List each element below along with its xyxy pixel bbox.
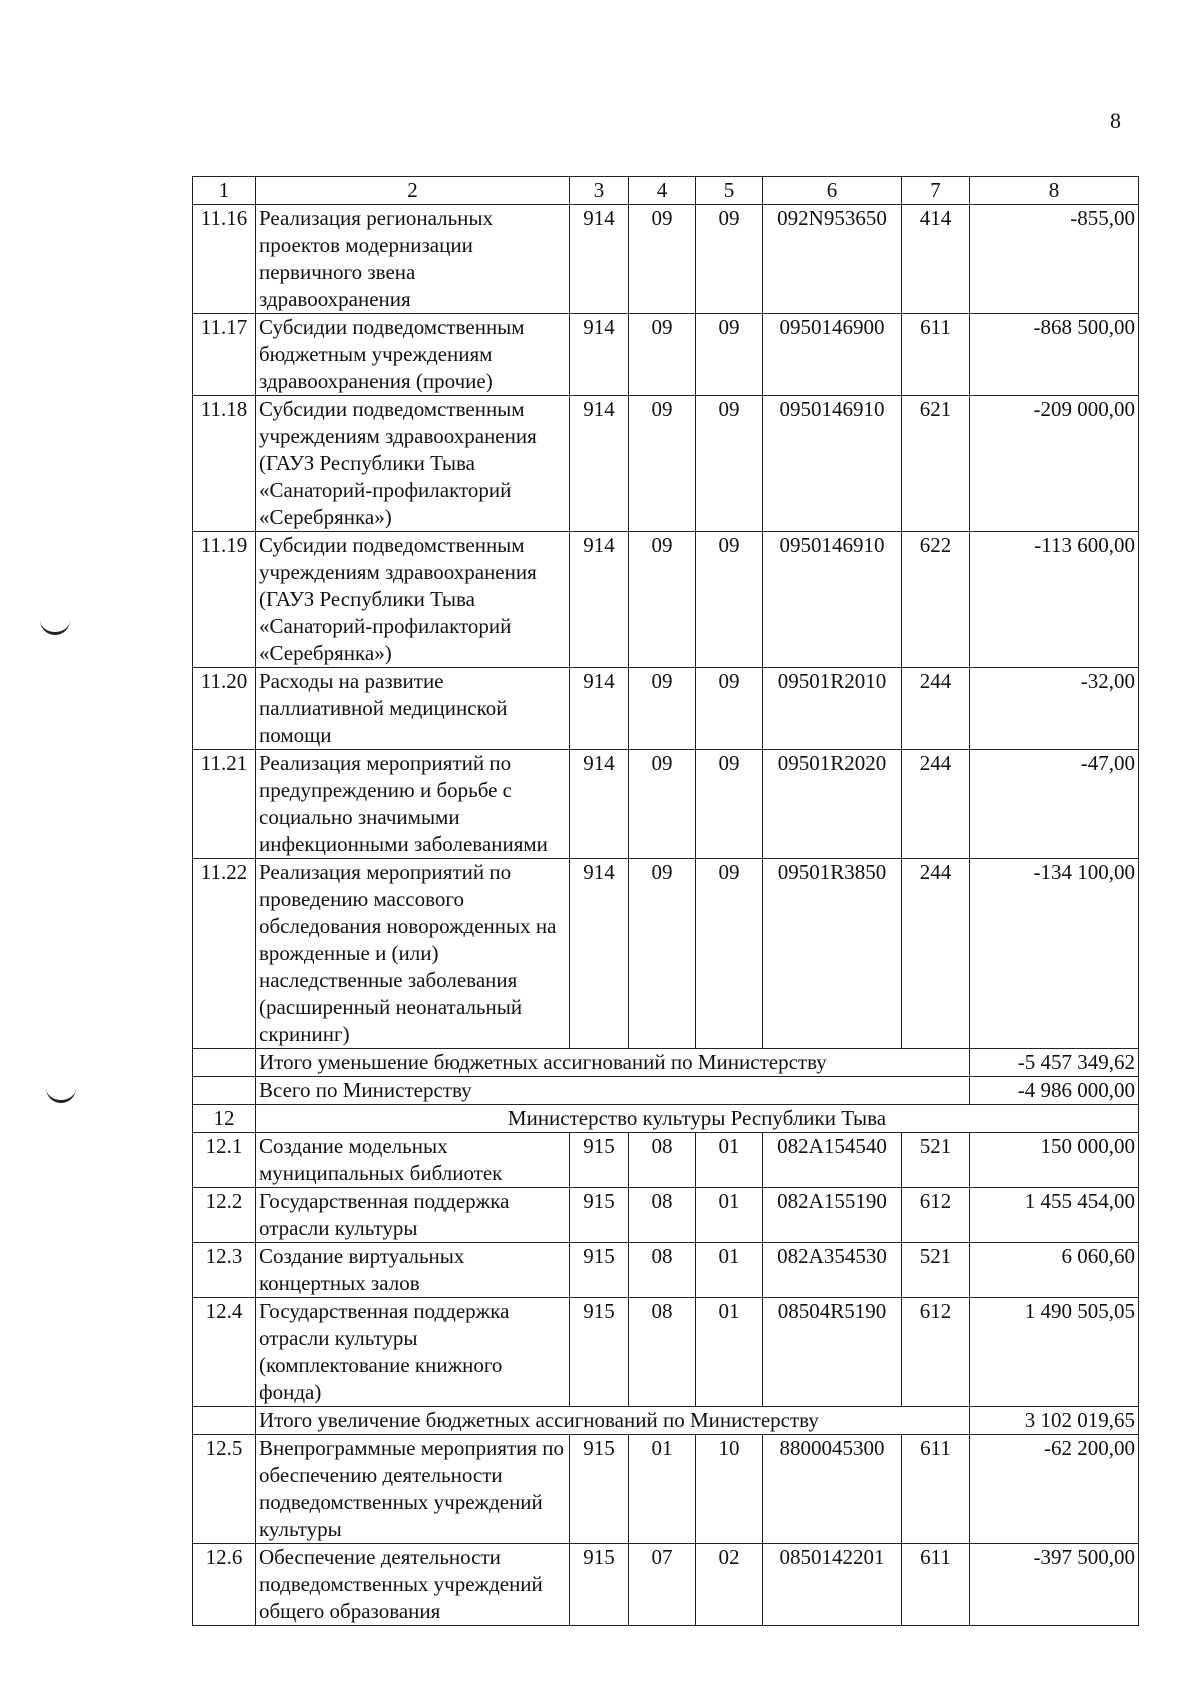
row-ministry-code: 915	[570, 1243, 629, 1298]
row-section-code: 09	[629, 396, 696, 532]
row-description: Расходы на развитие паллиативной медицинской помощи	[256, 668, 570, 750]
row-number: 12	[193, 1105, 256, 1133]
row-ministry-code: 914	[570, 205, 629, 314]
header-cell: 6	[763, 177, 902, 205]
row-target-article: 0850142201	[763, 1544, 902, 1626]
table-header-row	[193, 177, 1139, 205]
row-description: Реализация мероприятий по предупреждению и борьбе с социально значимыми инфекционными заболеваниями	[256, 750, 570, 859]
table-row	[193, 1133, 1139, 1188]
row-ministry-code: 914	[570, 396, 629, 532]
row-number: 12.3	[193, 1243, 256, 1298]
row-number: 11.21	[193, 750, 256, 859]
header-cell: 7	[902, 177, 970, 205]
ministry-row	[193, 1105, 1139, 1133]
row-subsection-code: 02	[696, 1544, 763, 1626]
total-label: Всего по Министерству	[256, 1077, 970, 1105]
row-number: 11.20	[193, 668, 256, 750]
row-section-code: 09	[629, 750, 696, 859]
header-cell: 1	[193, 177, 256, 205]
row-subsection-code: 09	[696, 668, 763, 750]
row-section-code: 09	[629, 859, 696, 1049]
table-row	[193, 1243, 1139, 1298]
row-amount: 6 060,60	[970, 1243, 1139, 1298]
row-section-code: 09	[629, 668, 696, 750]
total-amount: -5 457 349,62	[970, 1049, 1139, 1077]
header-cell: 5	[696, 177, 763, 205]
row-number: 11.22	[193, 859, 256, 1049]
table-row	[193, 532, 1139, 668]
table-row	[193, 314, 1139, 396]
page-number: 8	[1110, 108, 1121, 133]
row-subsection-code: 09	[696, 205, 763, 314]
row-ministry-code: 915	[570, 1133, 629, 1188]
header-cell: 2	[256, 177, 570, 205]
row-expense-type: 612	[902, 1188, 970, 1243]
total-label: Итого уменьшение бюджетных ассигнований по Министерству	[256, 1049, 970, 1077]
budget-table	[192, 176, 1139, 1626]
row-target-article: 082A154540	[763, 1133, 902, 1188]
total-label: Итого увеличение бюджетных ассигнований по Министерству	[256, 1407, 970, 1435]
row-ministry-code: 914	[570, 314, 629, 396]
row-ministry-code: 915	[570, 1544, 629, 1626]
row-section-code: 08	[629, 1243, 696, 1298]
row-amount: 150 000,00	[970, 1133, 1139, 1188]
row-expense-type: 244	[902, 668, 970, 750]
table-row	[193, 668, 1139, 750]
row-ministry-code: 915	[570, 1188, 629, 1243]
row-number	[193, 1077, 256, 1105]
row-subsection-code: 01	[696, 1188, 763, 1243]
row-target-article: 08504R5190	[763, 1298, 902, 1407]
row-expense-type: 611	[902, 1544, 970, 1626]
row-description: Субсидии подведомственным учреждениям здравоохранения (ГАУЗ Республики Тыва «Санаторий-профилакторий «Серебрянка»)	[256, 532, 570, 668]
row-target-article: 09501R2010	[763, 668, 902, 750]
row-description: Обеспечение деятельности подведомственных учреждений общего образования	[256, 1544, 570, 1626]
header-cell: 3	[570, 177, 629, 205]
row-number	[193, 1049, 256, 1077]
table-row	[193, 1188, 1139, 1243]
row-number	[193, 1407, 256, 1435]
total-amount: 3 102 019,65	[970, 1407, 1139, 1435]
row-section-code: 08	[629, 1133, 696, 1188]
row-section-code: 08	[629, 1298, 696, 1407]
row-section-code: 01	[629, 1435, 696, 1544]
row-amount: -134 100,00	[970, 859, 1139, 1049]
row-subsection-code: 09	[696, 314, 763, 396]
row-subsection-code: 09	[696, 396, 763, 532]
row-description: Реализация региональных проектов модернизации первичного звена здравоохранения	[256, 205, 570, 314]
row-expense-type: 521	[902, 1133, 970, 1188]
table-body	[193, 177, 1139, 1626]
row-expense-type: 414	[902, 205, 970, 314]
row-description: Создание виртуальных концертных залов	[256, 1243, 570, 1298]
row-amount: -397 500,00	[970, 1544, 1139, 1626]
row-subsection-code: 09	[696, 750, 763, 859]
row-number: 12.5	[193, 1435, 256, 1544]
row-expense-type: 622	[902, 532, 970, 668]
row-subsection-code: 01	[696, 1243, 763, 1298]
table-row	[193, 1298, 1139, 1407]
row-number: 11.16	[193, 205, 256, 314]
row-target-article: 09501R2020	[763, 750, 902, 859]
row-amount: -47,00	[970, 750, 1139, 859]
row-target-article: 082A155190	[763, 1188, 902, 1243]
row-number: 12.6	[193, 1544, 256, 1626]
row-expense-type: 612	[902, 1298, 970, 1407]
row-expense-type: 621	[902, 396, 970, 532]
table-row	[193, 205, 1139, 314]
row-amount: -855,00	[970, 205, 1139, 314]
table-row	[193, 396, 1139, 532]
row-target-article: 082A354530	[763, 1243, 902, 1298]
row-ministry-code: 914	[570, 859, 629, 1049]
total-row	[193, 1407, 1139, 1435]
row-number: 11.18	[193, 396, 256, 532]
table-row	[193, 1435, 1139, 1544]
row-amount: -209 000,00	[970, 396, 1139, 532]
row-subsection-code: 01	[696, 1133, 763, 1188]
row-expense-type: 244	[902, 750, 970, 859]
row-description: Создание модельных муниципальных библиотек	[256, 1133, 570, 1188]
row-section-code: 09	[629, 314, 696, 396]
row-description: Субсидии подведомственным учреждениям здравоохранения (ГАУЗ Республики Тыва «Санаторий-профилакторий «Серебрянка»)	[256, 396, 570, 532]
row-number: 11.19	[193, 532, 256, 668]
table-row	[193, 750, 1139, 859]
row-target-article: 09501R3850	[763, 859, 902, 1049]
row-section-code: 09	[629, 532, 696, 668]
row-amount: -32,00	[970, 668, 1139, 750]
total-amount: -4 986 000,00	[970, 1077, 1139, 1105]
row-target-article: 8800045300	[763, 1435, 902, 1544]
total-row	[193, 1049, 1139, 1077]
row-amount: -62 200,00	[970, 1435, 1139, 1544]
row-subsection-code: 09	[696, 859, 763, 1049]
row-expense-type: 611	[902, 314, 970, 396]
row-description: Государственная поддержка отрасли культуры (комплектование книжного фонда)	[256, 1298, 570, 1407]
row-number: 12.4	[193, 1298, 256, 1407]
row-ministry-code: 914	[570, 750, 629, 859]
total-row	[193, 1077, 1139, 1105]
row-description: Государственная поддержка отрасли культуры	[256, 1188, 570, 1243]
row-target-article: 092N953650	[763, 205, 902, 314]
row-amount: -113 600,00	[970, 532, 1139, 668]
row-target-article: 0950146910	[763, 532, 902, 668]
row-ministry-code: 915	[570, 1435, 629, 1544]
row-subsection-code: 09	[696, 532, 763, 668]
table-row	[193, 1544, 1139, 1626]
header-cell: 8	[970, 177, 1139, 205]
row-section-code: 07	[629, 1544, 696, 1626]
row-expense-type: 244	[902, 859, 970, 1049]
row-description: Внепрограммные мероприятия по обеспечению деятельности подведомственных учреждений культуры	[256, 1435, 570, 1544]
row-ministry-code: 914	[570, 532, 629, 668]
row-section-code: 09	[629, 205, 696, 314]
row-number: 12.2	[193, 1188, 256, 1243]
table-row	[193, 859, 1139, 1049]
row-section-code: 08	[629, 1188, 696, 1243]
row-ministry-code: 915	[570, 1298, 629, 1407]
row-number: 12.1	[193, 1133, 256, 1188]
row-amount: -868 500,00	[970, 314, 1139, 396]
row-expense-type: 611	[902, 1435, 970, 1544]
row-description: Субсидии подведомственным бюджетным учреждениям здравоохранения (прочие)	[256, 314, 570, 396]
scan-mark-bottom	[46, 1088, 76, 1103]
row-target-article: 0950146910	[763, 396, 902, 532]
row-description: Реализация мероприятий по проведению массового обследования новорожденных на врожденные и (или) наследственные заболевания (расширенный неонатальный скрининг)	[256, 859, 570, 1049]
row-target-article: 0950146900	[763, 314, 902, 396]
row-subsection-code: 01	[696, 1298, 763, 1407]
header-cell: 4	[629, 177, 696, 205]
row-subsection-code: 10	[696, 1435, 763, 1544]
row-amount: 1 455 454,00	[970, 1188, 1139, 1243]
row-ministry-code: 914	[570, 668, 629, 750]
row-number: 11.17	[193, 314, 256, 396]
ministry-name: Министерство культуры Республики Тыва	[256, 1105, 1139, 1133]
row-amount: 1 490 505,05	[970, 1298, 1139, 1407]
scan-mark-top	[40, 620, 70, 635]
row-expense-type: 521	[902, 1243, 970, 1298]
